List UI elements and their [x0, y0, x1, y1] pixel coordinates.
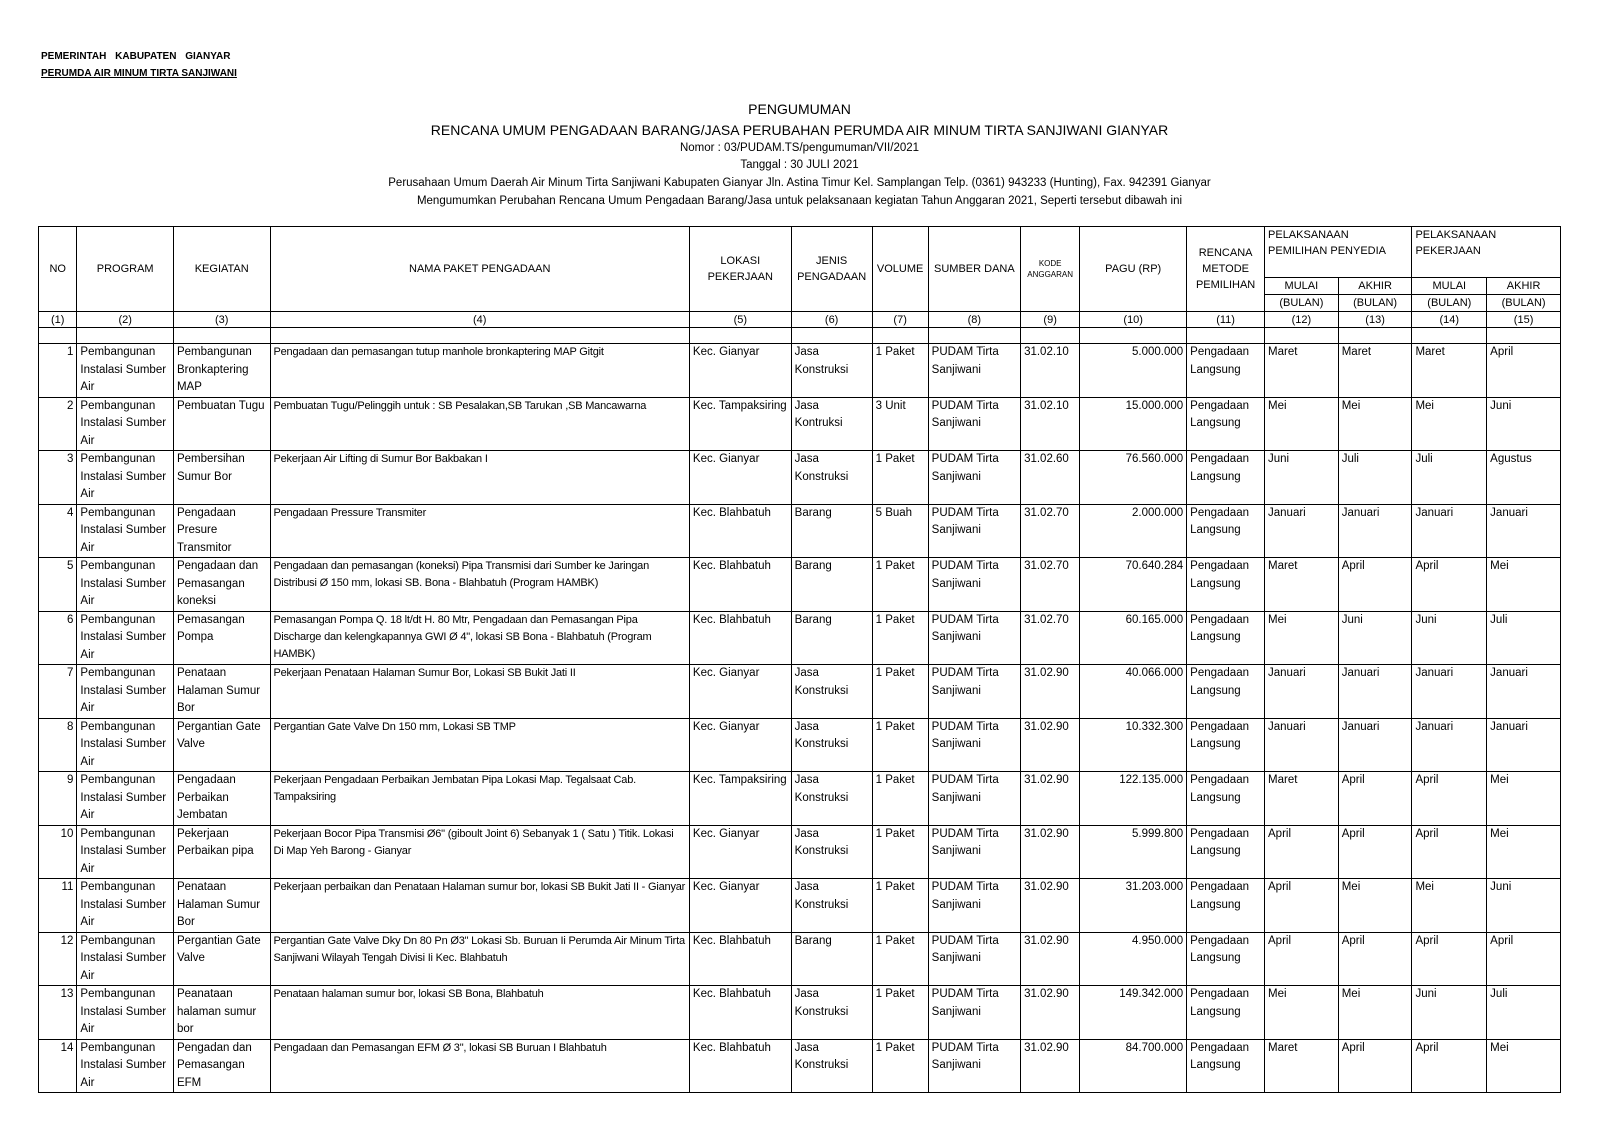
row-pagu: 15.000.000 [1080, 397, 1187, 451]
row-pemilihan-akhir: April [1338, 932, 1412, 986]
row-pagu: 10.332.300 [1080, 718, 1187, 772]
company-address: Perusahaan Umum Daerah Air Minum Tirta Sanjiwani Kabupaten Gianyar Jln. Astina Timur Kel. Samplangan Telp. (0361) 943233 (Hunting), Fax. 942391 Gianyar [388, 177, 1211, 189]
org-company: PERUMDA AIR MINUM TIRTA SANJIWANI [41, 68, 237, 79]
row-paket: Pekerjaan Pengadaan Perbaikan Jembatan Pipa Lokasi Map. Tegalsaat Cab. Tampaksiring [270, 772, 689, 826]
row-volume: 1 Paket [872, 344, 928, 398]
row-no: 11 [39, 879, 77, 933]
row-kode: 31.02.90 [1021, 772, 1080, 826]
row-no: 5 [39, 558, 77, 612]
row-volume: 1 Paket [872, 1039, 928, 1093]
procurement-table [38, 226, 1561, 1093]
row-program: Pembangunan Instalasi Sumber Air [77, 611, 174, 665]
column-number: (1) [39, 312, 77, 328]
row-kegiatan: Pergantian Gate Valve [173, 718, 270, 772]
row-program: Pembangunan Instalasi Sumber Air [77, 451, 174, 505]
row-paket: Pembuatan Tugu/Pelinggih untuk : SB Pesalakan,SB Tarukan ,SB Mancawarna [270, 397, 689, 451]
row-sumber: PUDAM Tirta Sanjiwani [928, 611, 1020, 665]
row-pekerjaan-mulai: Juni [1412, 611, 1487, 665]
row-jenis: Jasa Kontruksi [791, 397, 872, 451]
row-kegiatan: Pembuatan Tugu [173, 397, 270, 451]
column-number: (11) [1187, 312, 1265, 328]
table-row [39, 665, 1561, 719]
header-paket: NAMA PAKET PENGADAAN [270, 227, 689, 312]
row-volume: 1 Paket [872, 611, 928, 665]
row-pemilihan-mulai: Mei [1265, 397, 1339, 451]
row-kegiatan: Pengadaan dan Pemasangan koneksi [173, 558, 270, 612]
row-kegiatan: Pembersihan Sumur Bor [173, 451, 270, 505]
header-kegiatan: KEGIATAN [173, 227, 270, 312]
row-sumber: PUDAM Tirta Sanjiwani [928, 397, 1020, 451]
row-pagu: 4.950.000 [1080, 932, 1187, 986]
row-pekerjaan-akhir: Mei [1487, 825, 1561, 879]
row-pagu: 2.000.000 [1080, 504, 1187, 558]
row-kode: 31.02.90 [1021, 718, 1080, 772]
row-sumber: PUDAM Tirta Sanjiwani [928, 718, 1020, 772]
row-pekerjaan-mulai: Januari [1412, 504, 1487, 558]
row-pekerjaan-akhir: Agustus [1487, 451, 1561, 505]
row-pemilihan-mulai: April [1265, 932, 1339, 986]
row-pemilihan-mulai: Januari [1265, 718, 1339, 772]
table-row [39, 825, 1561, 879]
row-volume: 1 Paket [872, 718, 928, 772]
row-paket: Pengadaan dan pemasangan (koneksi) Pipa Transmisi dari Sumber ke Jaringan Distribusi Ø 150 mm, lokasi SB. Bona - Blahbatuh (Program HAMBK) [270, 558, 689, 612]
header-pekerjaan-mulai: MULAI [1412, 278, 1487, 295]
row-program: Pembangunan Instalasi Sumber Air [77, 504, 174, 558]
row-kegiatan: Pemasangan Pompa [173, 611, 270, 665]
row-metode: Pengadaan Langsung [1187, 558, 1265, 612]
column-number: (2) [77, 312, 174, 328]
row-pemilihan-mulai: Mei [1265, 611, 1339, 665]
row-kegiatan: Peanataan halaman sumur bor [173, 986, 270, 1040]
header-lokasi: LOKASI PEKERJAAN [689, 227, 791, 312]
table-row [39, 397, 1561, 451]
header-pagu: PAGU (RP) [1080, 227, 1187, 312]
row-program: Pembangunan Instalasi Sumber Air [77, 718, 174, 772]
row-pekerjaan-mulai: April [1412, 1039, 1487, 1093]
row-jenis: Jasa Konstruksi [791, 1039, 872, 1093]
column-number: (14) [1412, 312, 1487, 328]
row-no: 14 [39, 1039, 77, 1093]
row-lokasi: Kec. Gianyar [689, 879, 791, 933]
row-pagu: 5.999.800 [1080, 825, 1187, 879]
row-program: Pembangunan Instalasi Sumber Air [77, 1039, 174, 1093]
row-kode: 31.02.90 [1021, 879, 1080, 933]
header-bulan: (BULAN) [1265, 295, 1339, 312]
row-pemilihan-akhir: April [1338, 1039, 1412, 1093]
row-pagu: 122.135.000 [1080, 772, 1187, 826]
row-kegiatan: Penataan Halaman Sumur Bor [173, 665, 270, 719]
row-sumber: PUDAM Tirta Sanjiwani [928, 451, 1020, 505]
header-pekerjaan-akhir: AKHIR [1487, 278, 1561, 295]
row-sumber: PUDAM Tirta Sanjiwani [928, 1039, 1020, 1093]
row-no: 8 [39, 718, 77, 772]
row-paket: Pekerjaan Penataan Halaman Sumur Bor, Lokasi SB Bukit Jati II [270, 665, 689, 719]
row-volume: 1 Paket [872, 665, 928, 719]
column-number: (6) [791, 312, 872, 328]
row-kode: 31.02.90 [1021, 825, 1080, 879]
row-metode: Pengadaan Langsung [1187, 1039, 1265, 1093]
row-volume: 1 Paket [872, 986, 928, 1040]
row-sumber: PUDAM Tirta Sanjiwani [928, 825, 1020, 879]
row-pemilihan-akhir: Mei [1338, 986, 1412, 1040]
row-metode: Pengadaan Langsung [1187, 504, 1265, 558]
row-lokasi: Kec. Blahbatuh [689, 558, 791, 612]
row-pemilihan-akhir: Mei [1338, 397, 1412, 451]
row-pekerjaan-akhir: April [1487, 344, 1561, 398]
row-pagu: 149.342.000 [1080, 986, 1187, 1040]
row-kegiatan: Pekerjaan Perbaikan pipa [173, 825, 270, 879]
row-metode: Pengadaan Langsung [1187, 772, 1265, 826]
row-pemilihan-akhir: April [1338, 825, 1412, 879]
row-volume: 1 Paket [872, 825, 928, 879]
row-paket: Pekerjaan Air Lifting di Sumur Bor Bakbakan I [270, 451, 689, 505]
table-row [39, 932, 1561, 986]
row-metode: Pengadaan Langsung [1187, 986, 1265, 1040]
row-pekerjaan-akhir: Juli [1487, 986, 1561, 1040]
row-pekerjaan-mulai: Juni [1412, 986, 1487, 1040]
row-program: Pembangunan Instalasi Sumber Air [77, 397, 174, 451]
row-sumber: PUDAM Tirta Sanjiwani [928, 772, 1020, 826]
row-no: 4 [39, 504, 77, 558]
table-row [39, 344, 1561, 398]
row-pemilihan-akhir: Juli [1338, 451, 1412, 505]
row-pemilihan-mulai: Maret [1265, 558, 1339, 612]
row-kegiatan: Pengadan dan Pemasangan EFM [173, 1039, 270, 1093]
row-jenis: Jasa Konstruksi [791, 825, 872, 879]
row-metode: Pengadaan Langsung [1187, 611, 1265, 665]
row-pekerjaan-mulai: Juli [1412, 451, 1487, 505]
row-pemilihan-akhir: Juni [1338, 611, 1412, 665]
row-pemilihan-mulai: Juni [1265, 451, 1339, 505]
row-pemilihan-akhir: Januari [1338, 504, 1412, 558]
row-metode: Pengadaan Langsung [1187, 451, 1265, 505]
row-pekerjaan-akhir: Juni [1487, 879, 1561, 933]
row-kegiatan: Pergantian Gate Valve [173, 932, 270, 986]
column-number: (13) [1338, 312, 1412, 328]
row-pekerjaan-akhir: Mei [1487, 1039, 1561, 1093]
row-paket: Pergantian Gate Valve Dn 150 mm, Lokasi SB TMP [270, 718, 689, 772]
row-volume: 3 Unit [872, 397, 928, 451]
row-jenis: Jasa Konstruksi [791, 718, 872, 772]
row-kode: 31.02.70 [1021, 504, 1080, 558]
row-lokasi: Kec. Tampaksiring [689, 397, 791, 451]
row-metode: Pengadaan Langsung [1187, 932, 1265, 986]
header-bulan: (BULAN) [1487, 295, 1561, 312]
row-lokasi: Kec. Blahbatuh [689, 1039, 791, 1093]
row-lokasi: Kec. Gianyar [689, 451, 791, 505]
row-pemilihan-akhir: Januari [1338, 718, 1412, 772]
row-kode: 31.02.90 [1021, 665, 1080, 719]
row-metode: Pengadaan Langsung [1187, 665, 1265, 719]
row-paket: Penataan halaman sumur bor, lokasi SB Bona, Blahbatuh [270, 986, 689, 1040]
row-pemilihan-mulai: April [1265, 825, 1339, 879]
header-bulan: (BULAN) [1412, 295, 1487, 312]
row-program: Pembangunan Instalasi Sumber Air [77, 665, 174, 719]
row-lokasi: Kec. Blahbatuh [689, 986, 791, 1040]
row-kode: 31.02.90 [1021, 932, 1080, 986]
row-jenis: Barang [791, 611, 872, 665]
row-pekerjaan-akhir: Januari [1487, 665, 1561, 719]
row-jenis: Barang [791, 932, 872, 986]
row-sumber: PUDAM Tirta Sanjiwani [928, 879, 1020, 933]
row-pekerjaan-akhir: Januari [1487, 718, 1561, 772]
row-kode: 31.02.70 [1021, 558, 1080, 612]
row-program: Pembangunan Instalasi Sumber Air [77, 344, 174, 398]
row-pagu: 60.165.000 [1080, 611, 1187, 665]
row-pagu: 76.560.000 [1080, 451, 1187, 505]
row-jenis: Jasa Konstruksi [791, 665, 872, 719]
row-pagu: 31.203.000 [1080, 879, 1187, 933]
row-paket: Pengadaan Pressure Transmiter [270, 504, 689, 558]
header-no: NO [39, 227, 77, 312]
column-number: (10) [1080, 312, 1187, 328]
column-number: (8) [928, 312, 1020, 328]
row-kegiatan: Pengadaan Presure Transmitor [173, 504, 270, 558]
row-pagu: 84.700.000 [1080, 1039, 1187, 1093]
header-jenis: JENIS PENGADAAN [791, 227, 872, 312]
header-program: PROGRAM [77, 227, 174, 312]
table-row [39, 772, 1561, 826]
row-jenis: Barang [791, 504, 872, 558]
row-lokasi: Kec. Blahbatuh [689, 611, 791, 665]
row-pekerjaan-mulai: Januari [1412, 665, 1487, 719]
row-lokasi: Kec. Gianyar [689, 825, 791, 879]
table-row [39, 558, 1561, 612]
row-pemilihan-akhir: April [1338, 558, 1412, 612]
header-pekerjaan: PELAKSANAAN PEKERJAAN [1412, 227, 1561, 278]
row-pekerjaan-mulai: Januari [1412, 718, 1487, 772]
row-lokasi: Kec. Gianyar [689, 665, 791, 719]
row-pemilihan-akhir: Maret [1338, 344, 1412, 398]
row-pekerjaan-mulai: April [1412, 932, 1487, 986]
header-sumber: SUMBER DANA [928, 227, 1020, 312]
row-no: 6 [39, 611, 77, 665]
header-volume: VOLUME [872, 227, 928, 312]
header-metode: RENCANA METODE PEMILIHAN [1187, 227, 1265, 312]
table-row [39, 504, 1561, 558]
row-pekerjaan-mulai: April [1412, 558, 1487, 612]
row-volume: 1 Paket [872, 558, 928, 612]
row-pekerjaan-akhir: Mei [1487, 772, 1561, 826]
column-number: (12) [1265, 312, 1339, 328]
row-metode: Pengadaan Langsung [1187, 718, 1265, 772]
header-bulan: (BULAN) [1338, 295, 1412, 312]
row-lokasi: Kec. Tampaksiring [689, 772, 791, 826]
row-program: Pembangunan Instalasi Sumber Air [77, 879, 174, 933]
table-row [39, 986, 1561, 1040]
column-number: (9) [1021, 312, 1080, 328]
row-jenis: Jasa Konstruksi [791, 879, 872, 933]
row-sumber: PUDAM Tirta Sanjiwani [928, 665, 1020, 719]
row-sumber: PUDAM Tirta Sanjiwani [928, 932, 1020, 986]
row-program: Pembangunan Instalasi Sumber Air [77, 825, 174, 879]
row-paket: Pemasangan Pompa Q. 18 lt/dt H. 80 Mtr, Pengadaan dan Pemasangan Pipa Discharge dan kelengkapannya GWI Ø 4", lokasi SB Bona - Blahbatuh (Program HAMBK) [270, 611, 689, 665]
row-paket: Pengadaan dan Pemasangan EFM Ø 3", lokasi SB Buruan I Blahbatuh [270, 1039, 689, 1093]
document-number: Nomor : 03/PUDAM.TS/pengumuman/VII/2021 [679, 142, 920, 154]
row-volume: 1 Paket [872, 879, 928, 933]
header-pemilihan-mulai: MULAI [1265, 278, 1339, 295]
row-pagu: 5.000.000 [1080, 344, 1187, 398]
row-volume: 5 Buah [872, 504, 928, 558]
table-row [39, 879, 1561, 933]
header-pemilihan: PELAKSANAAN PEMILIHAN PENYEDIA [1265, 227, 1412, 278]
row-no: 13 [39, 986, 77, 1040]
row-no: 12 [39, 932, 77, 986]
row-pemilihan-mulai: Maret [1265, 772, 1339, 826]
row-sumber: PUDAM Tirta Sanjiwani [928, 504, 1020, 558]
row-jenis: Barang [791, 558, 872, 612]
row-kode: 31.02.70 [1021, 611, 1080, 665]
row-jenis: Jasa Konstruksi [791, 451, 872, 505]
row-pemilihan-akhir: April [1338, 772, 1412, 826]
blank-row [39, 328, 1561, 344]
row-pemilihan-mulai: Januari [1265, 504, 1339, 558]
row-program: Pembangunan Instalasi Sumber Air [77, 932, 174, 986]
header-kode: KODE ANGGARAN [1021, 227, 1080, 312]
row-volume: 1 Paket [872, 451, 928, 505]
row-pemilihan-mulai: Januari [1265, 665, 1339, 719]
document-date: Tanggal : 30 JULI 2021 [740, 159, 859, 171]
row-pekerjaan-akhir: April [1487, 932, 1561, 986]
row-pekerjaan-mulai: Mei [1412, 397, 1487, 451]
row-no: 2 [39, 397, 77, 451]
row-sumber: PUDAM Tirta Sanjiwani [928, 986, 1020, 1040]
row-pemilihan-mulai: Mei [1265, 986, 1339, 1040]
org-government: PEMERINTAH KABUPATEN GIANYAR [41, 51, 231, 62]
row-kegiatan: Pembangunan Bronkaptering MAP [173, 344, 270, 398]
row-pekerjaan-mulai: Maret [1412, 344, 1487, 398]
row-pemilihan-mulai: Maret [1265, 1039, 1339, 1093]
row-lokasi: Kec. Blahbatuh [689, 504, 791, 558]
row-kegiatan: Pengadaan Perbaikan Jembatan [173, 772, 270, 826]
row-kode: 31.02.90 [1021, 986, 1080, 1040]
row-kode: 31.02.90 [1021, 1039, 1080, 1093]
row-no: 7 [39, 665, 77, 719]
row-lokasi: Kec. Blahbatuh [689, 932, 791, 986]
row-kode: 31.02.10 [1021, 397, 1080, 451]
page-title: PENGUMUMAN [748, 101, 851, 117]
row-pekerjaan-akhir: Juni [1487, 397, 1561, 451]
column-number: (15) [1487, 312, 1561, 328]
row-volume: 1 Paket [872, 932, 928, 986]
row-pemilihan-mulai: April [1265, 879, 1339, 933]
row-kegiatan: Penataan Halaman Sumur Bor [173, 879, 270, 933]
row-pekerjaan-mulai: April [1412, 772, 1487, 826]
row-pemilihan-akhir: Januari [1338, 665, 1412, 719]
row-program: Pembangunan Instalasi Sumber Air [77, 772, 174, 826]
row-no: 10 [39, 825, 77, 879]
column-number-row [39, 312, 1561, 328]
row-jenis: Jasa Konstruksi [791, 344, 872, 398]
row-pagu: 70.640.284 [1080, 558, 1187, 612]
column-number: (4) [270, 312, 689, 328]
row-pekerjaan-akhir: Mei [1487, 558, 1561, 612]
row-no: 3 [39, 451, 77, 505]
table-row [39, 1039, 1561, 1093]
row-kode: 31.02.10 [1021, 344, 1080, 398]
row-pemilihan-mulai: Maret [1265, 344, 1339, 398]
table-row [39, 611, 1561, 665]
row-pekerjaan-mulai: Mei [1412, 879, 1487, 933]
row-pekerjaan-akhir: Januari [1487, 504, 1561, 558]
table-row [39, 451, 1561, 505]
row-volume: 1 Paket [872, 772, 928, 826]
row-lokasi: Kec. Gianyar [689, 718, 791, 772]
row-jenis: Jasa Konstruksi [791, 986, 872, 1040]
row-kode: 31.02.60 [1021, 451, 1080, 505]
row-sumber: PUDAM Tirta Sanjiwani [928, 558, 1020, 612]
row-paket: Pergantian Gate Valve Dky Dn 80 Pn Ø3" Lokasi Sb. Buruan Ii Perumda Air Minum Tirta Sanjiwani Wilayah Tengah Divisi Ii Kec. Blahbatuh [270, 932, 689, 986]
row-metode: Pengadaan Langsung [1187, 825, 1265, 879]
row-pekerjaan-mulai: April [1412, 825, 1487, 879]
column-number: (7) [872, 312, 928, 328]
column-number: (5) [689, 312, 791, 328]
table-row [39, 718, 1561, 772]
row-paket: Pekerjaan Bocor Pipa Transmisi Ø6" (giboult Joint 6) Sebanyak 1 ( Satu ) Titik. Lokasi Di Map Yeh Barong - Gianyar [270, 825, 689, 879]
row-paket: Pengadaan dan pemasangan tutup manhole bronkaptering MAP Gitgit [270, 344, 689, 398]
row-program: Pembangunan Instalasi Sumber Air [77, 986, 174, 1040]
announcement-text: Mengumumkan Perubahan Rencana Umum Pengadaan Barang/Jasa untuk pelaksanaan kegiatan Tahun Anggaran 2021, Seperti tersebut dibawah ini [416, 195, 1183, 207]
header-pemilihan-akhir: AKHIR [1338, 278, 1412, 295]
row-no: 9 [39, 772, 77, 826]
row-lokasi: Kec. Gianyar [689, 344, 791, 398]
column-number: (3) [173, 312, 270, 328]
row-paket: Pekerjaan perbaikan dan Penataan Halaman sumur bor, lokasi SB Bukit Jati II - Gianyar [270, 879, 689, 933]
row-pemilihan-akhir: Mei [1338, 879, 1412, 933]
row-metode: Pengadaan Langsung [1187, 344, 1265, 398]
row-sumber: PUDAM Tirta Sanjiwani [928, 344, 1020, 398]
row-pagu: 40.066.000 [1080, 665, 1187, 719]
row-jenis: Jasa Konstruksi [791, 772, 872, 826]
row-program: Pembangunan Instalasi Sumber Air [77, 558, 174, 612]
row-metode: Pengadaan Langsung [1187, 879, 1265, 933]
row-pekerjaan-akhir: Juli [1487, 611, 1561, 665]
row-no: 1 [39, 344, 77, 398]
page-subtitle: RENCANA UMUM PENGADAAN BARANG/JASA PERUBAHAN PERUMDA AIR MINUM TIRTA SANJIWANI GIANYAR [430, 122, 1169, 138]
row-metode: Pengadaan Langsung [1187, 397, 1265, 451]
